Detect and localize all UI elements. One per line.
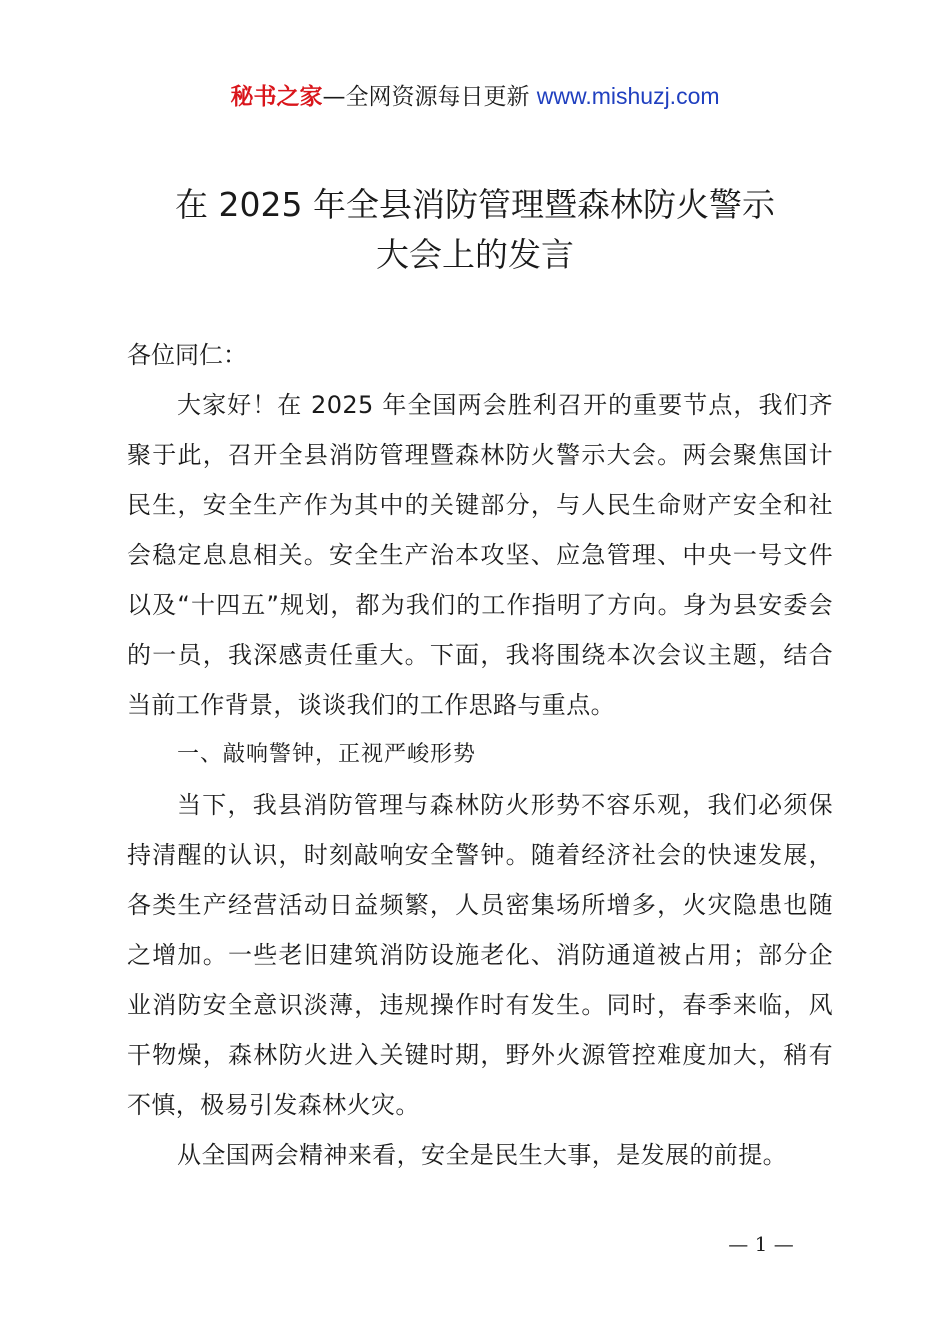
document-title	[0, 180, 950, 280]
section-heading-1: 一、敲响警钟，正视严峻形势	[177, 742, 477, 767]
title-line-2: 大会上的发言	[376, 235, 574, 274]
brand-name: 秘书之家	[230, 84, 323, 110]
intro-paragraph: 大家好！在 2025 年全国两会胜利召开的重要节点，我们齐聚于此，召开全县消防管理暨森林防火警示大会。两会聚焦国计民生，安全生产作为其中的关键部分，与人民生命财产安全和社会稳定息息相关。安全生产治本攻坚、应急管理、中央一号文件以及“十四五”规划，都为我们的工作指明了方向。身为县安委会的一员，我深感责任重大。下面，我将围绕本次会议主题，结合当前工作背景，谈谈我们的工作思路与重点。	[127, 391, 833, 719]
site-banner	[0, 80, 950, 113]
site-url-link[interactable]: www.mishuzj.com	[536, 83, 720, 109]
banner-tagline: —全网资源每日更新	[322, 84, 537, 110]
page-number: — 1 —	[728, 1232, 794, 1256]
section-1-paragraph-1: 当下，我县消防管理与森林防火形势不容乐观，我们必须保持清醒的认识，时刻敲响安全警钟。随着经济社会的快速发展，各类生产经营活动日益频繁，人员密集场所增多，火灾隐患也随之增加。一些老旧建筑消防设施老化、消防通道被占用；部分企业消防安全意识淡薄，违规操作时有发生。同时，春季来临，风干物燥，森林防火进入关键时期，野外火源管控难度加大，稍有不慎，极易引发森林火灾。	[127, 791, 833, 1119]
salutation: 各位同仁：	[127, 341, 247, 369]
document-body	[127, 330, 833, 1180]
title-line-1: 在 2025 年全县消防管理暨森林防火警示	[175, 185, 775, 224]
section-1-paragraph-2: 从全国两会精神来看，安全是民生大事，是发展的前提。	[177, 1141, 787, 1169]
